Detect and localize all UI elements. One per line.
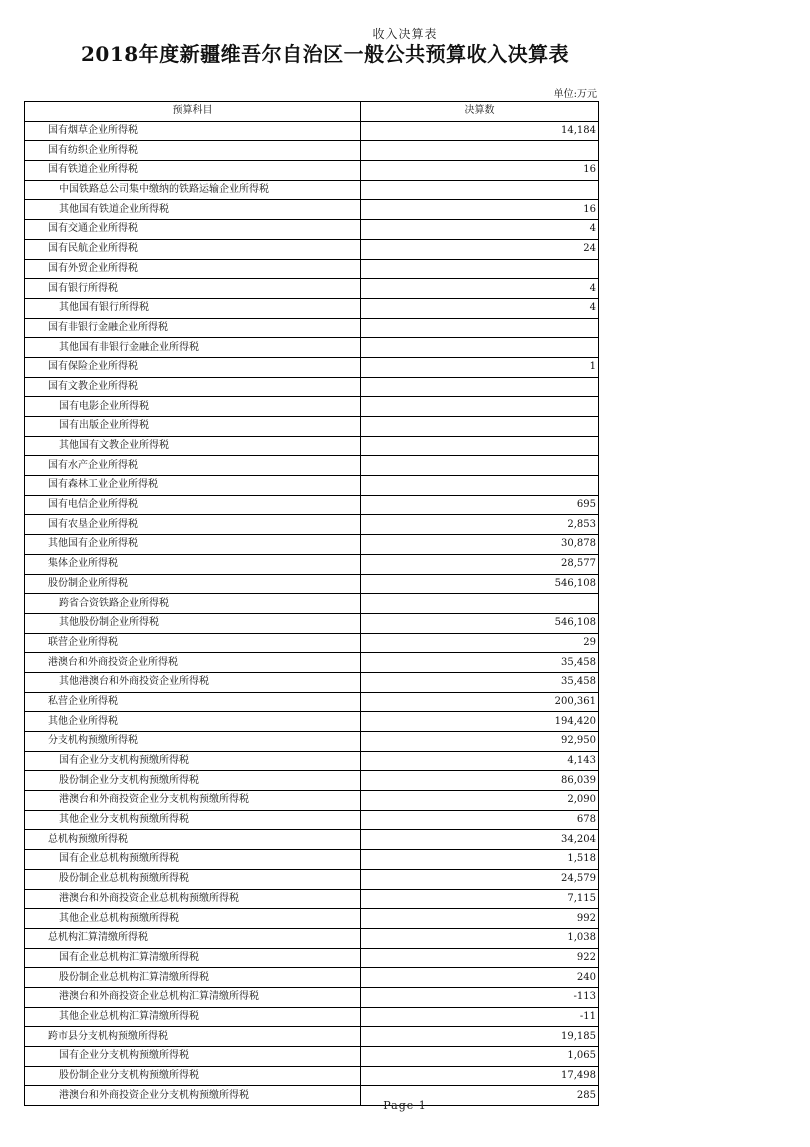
row-amount	[361, 141, 599, 161]
row-amount: 4	[361, 220, 599, 240]
row-amount: 16	[361, 161, 599, 181]
table-row	[25, 909, 599, 929]
row-subject: 国有企业分支机构预缴所得税	[25, 751, 361, 771]
table-row	[25, 830, 599, 850]
row-amount	[361, 436, 599, 456]
row-amount: 4	[361, 298, 599, 318]
row-subject: 国有企业总机构汇算清缴所得税	[25, 948, 361, 968]
table-row	[25, 318, 599, 338]
row-amount: 1,518	[361, 850, 599, 870]
row-subject: 国有文教企业所得税	[25, 377, 361, 397]
row-amount: 200,361	[361, 692, 599, 712]
row-amount: 16	[361, 200, 599, 220]
row-subject: 股份制企业总机构预缴所得税	[25, 869, 361, 889]
row-amount: 4	[361, 279, 599, 299]
table-row	[25, 810, 599, 830]
row-amount	[361, 397, 599, 417]
table-row	[25, 968, 599, 988]
row-amount: -11	[361, 1007, 599, 1027]
column-header-subject: 预算科目	[25, 102, 361, 122]
row-subject: 其他港澳台和外商投资企业所得税	[25, 672, 361, 692]
row-subject: 国有非银行金融企业所得税	[25, 318, 361, 338]
unit-label: 单位:万元	[553, 89, 597, 100]
table-header-row	[25, 102, 599, 122]
table-row	[25, 732, 599, 752]
row-subject: 总机构预缴所得税	[25, 830, 361, 850]
row-amount: 285	[361, 1086, 599, 1106]
row-subject: 股份制企业所得税	[25, 574, 361, 594]
table-body	[25, 121, 599, 1105]
row-subject: 私营企业所得税	[25, 692, 361, 712]
row-subject: 国有出版企业所得税	[25, 417, 361, 437]
row-amount: 30,878	[361, 535, 599, 555]
row-amount: 546,108	[361, 613, 599, 633]
row-amount: 240	[361, 968, 599, 988]
row-amount	[361, 259, 599, 279]
table-row	[25, 161, 599, 181]
row-subject: 其他企业总机构预缴所得税	[25, 909, 361, 929]
row-amount: 14,184	[361, 121, 599, 141]
row-subject: 股份制企业分支机构预缴所得税	[25, 771, 361, 791]
table-row	[25, 279, 599, 299]
row-subject: 其他企业分支机构预缴所得税	[25, 810, 361, 830]
table-row	[25, 417, 599, 437]
row-subject: 其他股份制企业所得税	[25, 613, 361, 633]
row-amount	[361, 180, 599, 200]
row-amount: 86,039	[361, 771, 599, 791]
table-row	[25, 791, 599, 811]
table-row	[25, 1047, 599, 1067]
table-row	[25, 397, 599, 417]
table-row	[25, 338, 599, 358]
row-amount: 35,458	[361, 672, 599, 692]
row-subject: 国有民航企业所得税	[25, 239, 361, 259]
table-row	[25, 200, 599, 220]
row-amount: 1	[361, 357, 599, 377]
row-subject: 港澳台和外商投资企业分支机构预缴所得税	[25, 791, 361, 811]
table-row	[25, 613, 599, 633]
row-amount: 1,038	[361, 928, 599, 948]
row-subject: 国有电信企业所得税	[25, 495, 361, 515]
row-subject: 联营企业所得税	[25, 633, 361, 653]
row-subject: 国有烟草企业所得税	[25, 121, 361, 141]
table-row	[25, 456, 599, 476]
table-row	[25, 515, 599, 535]
row-subject: 股份制企业总机构汇算清缴所得税	[25, 968, 361, 988]
sheet-header-label: 收入决算表	[372, 27, 438, 41]
row-subject: 分支机构预缴所得税	[25, 732, 361, 752]
row-amount	[361, 476, 599, 496]
table-row	[25, 987, 599, 1007]
row-subject: 国有水产企业所得税	[25, 456, 361, 476]
table-row	[25, 889, 599, 909]
row-amount: 24,579	[361, 869, 599, 889]
row-subject: 总机构汇算清缴所得税	[25, 928, 361, 948]
table-row	[25, 239, 599, 259]
row-subject: 国有农垦企业所得税	[25, 515, 361, 535]
page-footer: Page 1	[383, 1099, 427, 1112]
row-amount	[361, 338, 599, 358]
row-amount: 29	[361, 633, 599, 653]
row-subject: 国有电影企业所得税	[25, 397, 361, 417]
table-row	[25, 1007, 599, 1027]
row-amount: 28,577	[361, 554, 599, 574]
row-subject: 其他企业总机构汇算清缴所得税	[25, 1007, 361, 1027]
row-subject: 国有保险企业所得税	[25, 357, 361, 377]
table-row	[25, 672, 599, 692]
row-subject: 国有铁道企业所得税	[25, 161, 361, 181]
table-row	[25, 869, 599, 889]
table-row	[25, 751, 599, 771]
row-amount: 17,498	[361, 1066, 599, 1086]
table-row	[25, 633, 599, 653]
row-subject: 港澳台和外商投资企业所得税	[25, 653, 361, 673]
row-amount: -113	[361, 987, 599, 1007]
row-subject: 其他国有非银行金融企业所得税	[25, 338, 361, 358]
table-row	[25, 180, 599, 200]
row-amount	[361, 456, 599, 476]
table-row	[25, 692, 599, 712]
row-subject: 中国铁路总公司集中缴纳的铁路运输企业所得税	[25, 180, 361, 200]
table-row	[25, 653, 599, 673]
table-row	[25, 771, 599, 791]
table-row	[25, 574, 599, 594]
row-amount: 2,090	[361, 791, 599, 811]
row-subject: 国有森林工业企业所得税	[25, 476, 361, 496]
row-subject: 集体企业所得税	[25, 554, 361, 574]
table-row	[25, 436, 599, 456]
row-subject: 其他国有铁道企业所得税	[25, 200, 361, 220]
row-subject: 国有银行所得税	[25, 279, 361, 299]
table-row	[25, 121, 599, 141]
row-amount	[361, 594, 599, 614]
table-row	[25, 554, 599, 574]
row-amount: 546,108	[361, 574, 599, 594]
table-row	[25, 495, 599, 515]
row-amount	[361, 417, 599, 437]
table-row	[25, 1027, 599, 1047]
table-row	[25, 141, 599, 161]
table-row	[25, 220, 599, 240]
row-subject: 跨市县分支机构预缴所得税	[25, 1027, 361, 1047]
row-amount: 992	[361, 909, 599, 929]
row-subject: 国有交通企业所得税	[25, 220, 361, 240]
row-amount: 35,458	[361, 653, 599, 673]
row-amount: 194,420	[361, 712, 599, 732]
row-amount: 2,853	[361, 515, 599, 535]
row-amount: 922	[361, 948, 599, 968]
row-amount: 24	[361, 239, 599, 259]
row-subject: 国有外贸企业所得税	[25, 259, 361, 279]
row-amount	[361, 318, 599, 338]
table-row	[25, 1066, 599, 1086]
table-row	[25, 535, 599, 555]
row-amount: 4,143	[361, 751, 599, 771]
row-subject: 港澳台和外商投资企业分支机构预缴所得税	[25, 1086, 361, 1106]
row-subject: 其他国有银行所得税	[25, 298, 361, 318]
table-row	[25, 712, 599, 732]
row-amount: 92,950	[361, 732, 599, 752]
column-header-amount: 决算数	[361, 102, 599, 122]
row-subject: 股份制企业分支机构预缴所得税	[25, 1066, 361, 1086]
row-subject: 其他国有文教企业所得税	[25, 436, 361, 456]
row-subject: 其他企业所得税	[25, 712, 361, 732]
row-subject: 国有企业分支机构预缴所得税	[25, 1047, 361, 1067]
row-amount: 19,185	[361, 1027, 599, 1047]
table-row	[25, 948, 599, 968]
table-row	[25, 298, 599, 318]
row-subject: 跨省合资铁路企业所得税	[25, 594, 361, 614]
row-subject: 国有企业总机构预缴所得税	[25, 850, 361, 870]
table-row	[25, 594, 599, 614]
row-amount: 1,065	[361, 1047, 599, 1067]
row-amount	[361, 377, 599, 397]
document-title: 2018年度新疆维吾尔自治区一般公共预算收入决算表	[81, 42, 570, 66]
row-subject: 其他国有企业所得税	[25, 535, 361, 555]
row-subject: 港澳台和外商投资企业总机构汇算清缴所得税	[25, 987, 361, 1007]
row-amount: 695	[361, 495, 599, 515]
budget-table	[24, 101, 599, 1106]
row-amount: 678	[361, 810, 599, 830]
row-subject: 港澳台和外商投资企业总机构预缴所得税	[25, 889, 361, 909]
table-row	[25, 377, 599, 397]
table-row	[25, 259, 599, 279]
row-amount: 34,204	[361, 830, 599, 850]
table-row	[25, 928, 599, 948]
row-subject: 国有纺织企业所得税	[25, 141, 361, 161]
table-row	[25, 357, 599, 377]
table-row	[25, 850, 599, 870]
row-amount: 7,115	[361, 889, 599, 909]
table-row	[25, 476, 599, 496]
